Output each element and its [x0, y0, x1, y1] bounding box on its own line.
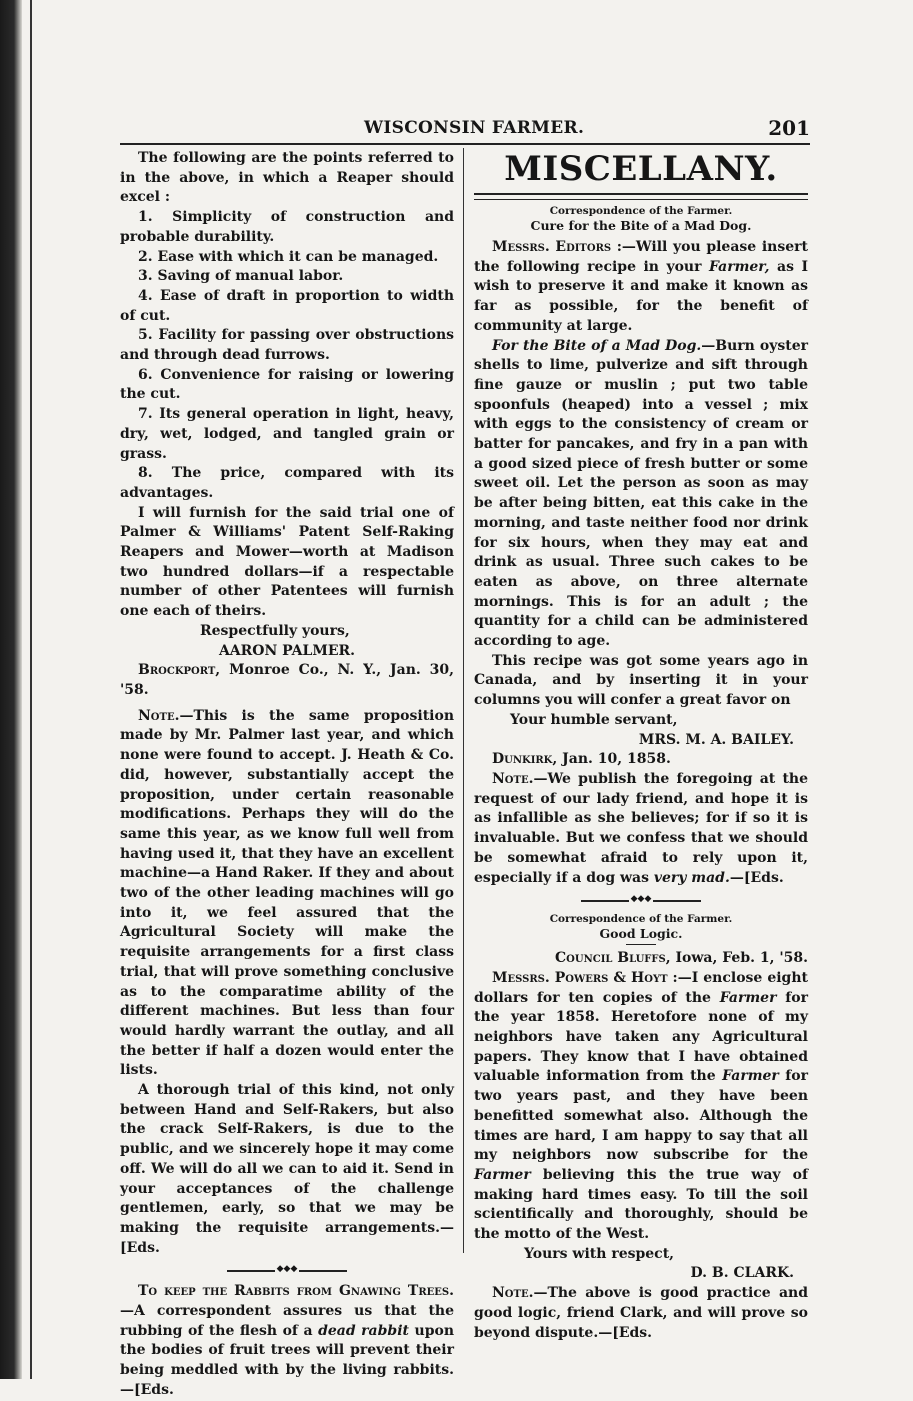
- note-text: —This is the same proposition made by Mr. Palmer last year, and which none were found to accept. J. Heath & Co. did, however, substantially accept the proposition, under certain reasonable modifications. Perhaps they will do the same this year, as we know full well from having used it, that they have an excellent machine—a Hand Raker. If they and about two of the other leading machines will go into it, we feel assured that the Agricultural Society will make the requisite arrangements for a first class trial, that will prove something conclusive as to the comparatime ability of the different machines. But less than four would hardly warrant the outlay, and all the better if half a dozen would enter the lists.: [120, 707, 454, 1079]
- dateline-1: [474, 750, 808, 770]
- subhead-mad-dog: Cure for the Bite of a Mad Dog.: [530, 218, 752, 233]
- header-rule: [120, 143, 810, 145]
- subhead-rule: [626, 944, 656, 945]
- note-1-label: Note.: [492, 770, 534, 787]
- section-title: MISCELLANY.: [504, 149, 778, 189]
- letter-text-3: for two years past, and they have been benefitted somewhat also. Although the times are hard, I am happy to say that all my neighbors now subscribe for the: [474, 1068, 808, 1164]
- signature-clark: D. B. CLARK.: [690, 1265, 794, 1282]
- point-1: 1. Simplicity of construction and probable durability.: [120, 209, 454, 245]
- point-4: 4. Ease of draft in proportion to width of cut.: [120, 287, 454, 324]
- letter-text-4: believing this the true way of making hard times easy. To till the soil scientifically and thoroughly, should be the motto of the West.: [474, 1166, 808, 1243]
- closing-2: Yours with respect,: [524, 1245, 675, 1262]
- right-column: [474, 149, 808, 1343]
- rabbits-paragraph: [120, 1282, 454, 1400]
- reaper-offer: I will furnish for the said trial one of Palmer & Williams' Patent Self-Raking Reapers and Mower—worth at Madison two hundred dollars—if a respectable number of other Patentees will furnish one each of theirs.: [120, 504, 454, 620]
- point-7: 7. Its general operation in light, heavy, dry, wet, lodged, and tangled grain or grass.: [120, 406, 454, 462]
- page-number: 201: [768, 116, 810, 140]
- dateline: [120, 661, 454, 700]
- section-ornament-right: [474, 896, 808, 906]
- messrs-text-2: as I wish to preserve it and make it known as far as possible, for the benefit of community at large.: [474, 258, 809, 334]
- binding-edge: [0, 0, 22, 1379]
- closing-1: Your humble servant,: [510, 711, 678, 728]
- letter-mad-dog: [474, 238, 808, 337]
- note-label: Note.: [138, 707, 180, 724]
- points-intro: The following are the points referred to in the above, in which a Reaper should excel :: [120, 150, 454, 206]
- messrs-text-1: :—Will you please insert the following recipe in your: [474, 239, 808, 275]
- recipe-title: For the Bite of a Mad Dog.: [492, 337, 702, 354]
- note-2-label: Note.: [492, 1285, 534, 1302]
- subhead-good-logic: Good Logic.: [599, 926, 683, 942]
- dateline-1-place: Dunkirk,: [492, 751, 558, 768]
- dateline-2-rest: Iowa, Feb. 1, '58.: [675, 950, 808, 967]
- letter-text-1: :—I enclose eight dollars for ten copies of the: [474, 969, 808, 1006]
- correspondence-label-2: Correspondence of the Farmer.: [549, 913, 733, 926]
- letter-farmer-3: Farmer: [474, 1166, 531, 1183]
- messrs-label: Messrs. Editors: [492, 239, 612, 255]
- dateline-place: Brockport,: [138, 662, 221, 679]
- rabbits-text-2: upon the bodies of fruit trees will prevent their being meddled with by the living rabbits.—[Eds.: [120, 1322, 455, 1398]
- point-8: 8. The price, compared with its advantages.: [120, 465, 454, 501]
- dateline-2: [474, 949, 808, 969]
- recipe-text: —Burn oyster shells to lime, pulverize and sift through fine gauze or muslin ; put two table spoonfuls (heaped) into a vessel ; mix with eggs to the consistency of cream or batter for pancakes, and fry in a pan with a good sized piece of fresh butter or some sweet oil. Let the person as soon as may be after being bitten, eat this cake in the morning, and taste neither food nor drink for six hours, when they may eat and drink as usual. Three such cakes to be eaten as above, on three alternate mornings. This is for an adult ; the quantity for a child can be administered according to age.: [474, 337, 808, 650]
- ornament-diamonds-right: ◆◆◆: [630, 894, 652, 905]
- rabbits-italic: dead rabbit: [318, 1322, 409, 1339]
- signature: AARON PALMER.: [218, 642, 356, 659]
- section-ornament: [120, 1266, 454, 1276]
- letter-good-logic: [474, 969, 808, 1245]
- note-1-italic: very mad.: [653, 869, 730, 886]
- section-double-rule: [474, 193, 808, 200]
- recipe-source: This recipe was got some years ago in Canada, and by inserting it in your columns you will confer a great favor on: [474, 652, 808, 709]
- rabbits-heading: To keep the Rabbits from Gnawing Trees.: [138, 1283, 454, 1300]
- page-header: [120, 118, 810, 142]
- column-divider: [463, 148, 464, 1253]
- running-title: WISCONSIN FARMER.: [364, 118, 585, 138]
- dateline-rest: Monroe Co., N. Y., Jan. 30, '58.: [120, 662, 455, 698]
- note-1-text: —We publish the foregoing at the request of our lady friend, and hope it is as infallible as she believes; for if so it is invaluable. But we confess that we should be somewhat afraid to rely upon it, especially if a dog was: [474, 770, 808, 886]
- note-1-end: —[Eds.: [729, 869, 784, 886]
- letter-label: Messrs. Powers & Hoyt: [492, 969, 668, 986]
- note-2-text: —The above is good practice and good logic, friend Clark, and will prove so beyond dispute.—[Eds.: [474, 1285, 808, 1341]
- note-1: [474, 770, 808, 888]
- signature-bailey: MRS. M. A. BAILEY.: [638, 731, 794, 748]
- correspondence-label-1: Correspondence of the Farmer.: [549, 205, 733, 217]
- ornament-diamonds: ◆◆◆: [276, 1264, 298, 1275]
- point-6: 6. Convenience for raising or lowering the cut.: [120, 366, 454, 403]
- page-edge-line: [30, 0, 32, 1379]
- dateline-1-rest: Jan. 10, 1858.: [562, 751, 671, 768]
- left-column: [120, 149, 454, 1401]
- point-5: 5. Facility for passing over obstructions and through dead furrows.: [120, 327, 454, 364]
- point-2: 2. Ease with which it can be managed.: [138, 248, 439, 265]
- note-2: [474, 1284, 808, 1343]
- point-3: 3. Saving of manual labor.: [138, 268, 344, 285]
- closing: Respectfully yours,: [200, 622, 350, 639]
- farmer-italic: Farmer,: [708, 258, 770, 275]
- editors-note: [120, 707, 454, 1081]
- rabbits-text-1: —A correspondent assures us that the rubbing of the flesh of a: [120, 1303, 454, 1339]
- recipe-paragraph: [474, 337, 808, 652]
- editors-note-continued: A thorough trial of this kind, not only between Hand and Self-Rakers, but also the crack Self-Rakers, is due to the public, and we sincerely hope it may come off. We will do all we can to aid it. Send in your acceptances of the challenge gentlemen, early, so that we may be making the requisite arrangements.—[Eds.: [120, 1082, 454, 1256]
- letter-farmer-2: Farmer: [722, 1068, 779, 1085]
- letter-text-2: for the year 1858. Heretofore none of my neighbors have taken any Agricultural papers. They know that I have obtained valuable information from the: [474, 989, 808, 1085]
- letter-farmer-1: Farmer: [719, 989, 777, 1006]
- dateline-2-place: Council Bluffs,: [555, 950, 671, 967]
